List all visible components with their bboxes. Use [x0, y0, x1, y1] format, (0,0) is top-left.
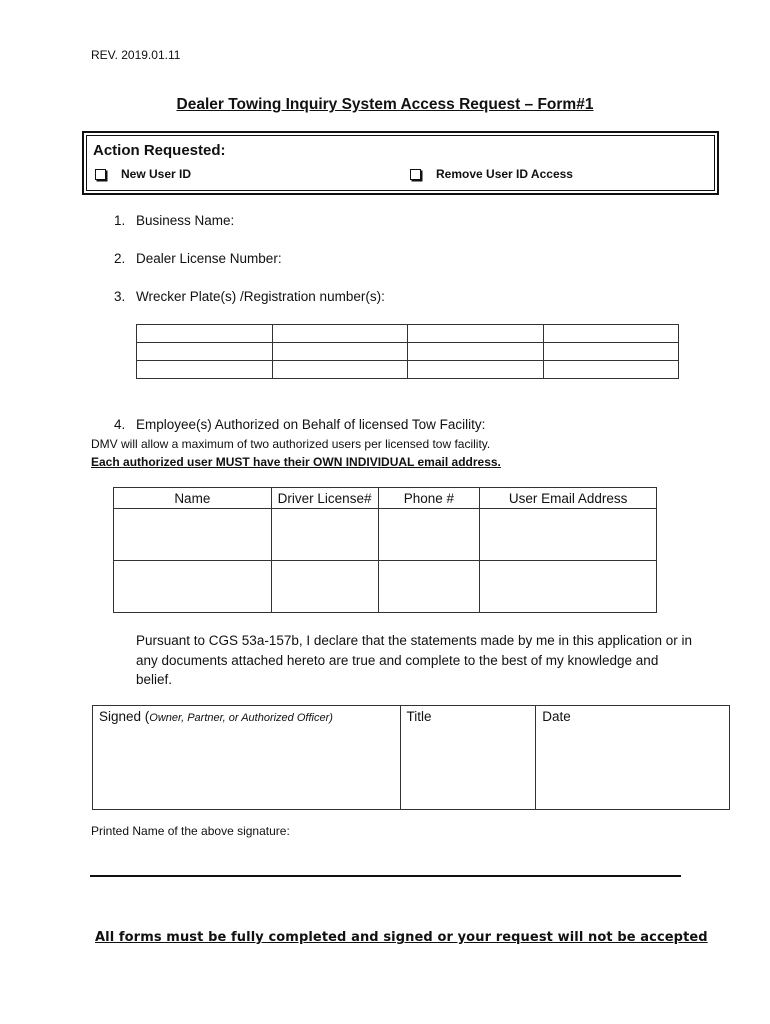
title-cell[interactable]: [400, 706, 536, 810]
plate-cell[interactable]: [272, 361, 408, 379]
employee-cell[interactable]: [378, 509, 480, 561]
item-dealer-license[interactable]: 2. Dealer License Number:: [114, 251, 282, 266]
date-cell[interactable]: [536, 706, 730, 810]
header-driver-license: Driver License#: [271, 488, 378, 509]
footer-notice: All forms must be fully completed and signed or your request will not be accepted: [95, 930, 708, 945]
checkbox-icon[interactable]: [95, 169, 106, 180]
employee-cell[interactable]: [114, 509, 272, 561]
checkbox-icon[interactable]: [410, 169, 421, 180]
item-employees: 4. Employee(s) Authorized on Behalf of licensed Tow Facility:: [114, 417, 486, 432]
signed-cell[interactable]: [93, 706, 401, 810]
plate-cell[interactable]: [408, 361, 544, 379]
plate-cell[interactable]: [543, 361, 679, 379]
plate-cell[interactable]: [272, 325, 408, 343]
declaration-text: Pursuant to CGS 53a-157b, I declare that the statements made by me in this application or in any documents attached hereto are true and complete to the best of my knowledge and belief.: [136, 633, 693, 687]
title-label: Title: [406, 709, 432, 724]
table-row: [137, 325, 679, 343]
printed-name-label: Printed Name of the above signature:: [91, 824, 290, 838]
form-title: Dealer Towing Inquiry System Access Request – Form#1: [176, 96, 594, 113]
date-label: Date: [542, 709, 571, 724]
item-business-name[interactable]: 1. Business Name:: [114, 213, 235, 228]
header-email: User Email Address: [480, 488, 657, 509]
header-phone: Phone #: [378, 488, 480, 509]
option-label: Remove User ID Access: [436, 167, 573, 181]
plate-cell[interactable]: [137, 343, 273, 361]
plates-table: [136, 324, 679, 379]
table-row: [114, 561, 657, 613]
employee-cell[interactable]: [114, 561, 272, 613]
action-requested-box: [82, 131, 719, 195]
employee-cell[interactable]: [480, 561, 657, 613]
table-header-row: [114, 488, 657, 509]
employee-cell[interactable]: [378, 561, 480, 613]
employee-cell[interactable]: [271, 509, 378, 561]
signature-table: [92, 705, 730, 810]
table-row: [93, 706, 730, 810]
employee-table: [113, 487, 657, 613]
printed-name-line[interactable]: [90, 875, 681, 877]
note-max-users: DMV will allow a maximum of two authorized users per licensed tow facility.: [91, 437, 491, 451]
plate-cell[interactable]: [272, 343, 408, 361]
note-own-email: Each authorized user MUST have their OWN INDIVIDUAL email address.: [91, 455, 501, 469]
option-remove-user-id[interactable]: [410, 167, 573, 181]
option-label: New User ID: [121, 167, 192, 181]
plate-cell[interactable]: [408, 325, 544, 343]
employee-cell[interactable]: [271, 561, 378, 613]
plate-cell[interactable]: [543, 343, 679, 361]
action-heading: Action Requested:: [93, 142, 226, 159]
header-name: Name: [114, 488, 272, 509]
option-new-user-id[interactable]: [95, 167, 191, 181]
plate-cell[interactable]: [137, 361, 273, 379]
employee-cell[interactable]: [480, 509, 657, 561]
plate-cell[interactable]: [543, 325, 679, 343]
item-wrecker-plates[interactable]: 3. Wrecker Plate(s) /Registration number(s):: [114, 289, 385, 304]
revision-label: REV. 2019.01.11: [91, 48, 181, 62]
table-row: [137, 361, 679, 379]
plate-cell[interactable]: [408, 343, 544, 361]
table-row: [114, 509, 657, 561]
signed-note: Owner, Partner, or Authorized Officer): [149, 712, 333, 724]
plate-cell[interactable]: [137, 325, 273, 343]
table-row: [137, 343, 679, 361]
signed-label: Signed (: [99, 709, 150, 724]
